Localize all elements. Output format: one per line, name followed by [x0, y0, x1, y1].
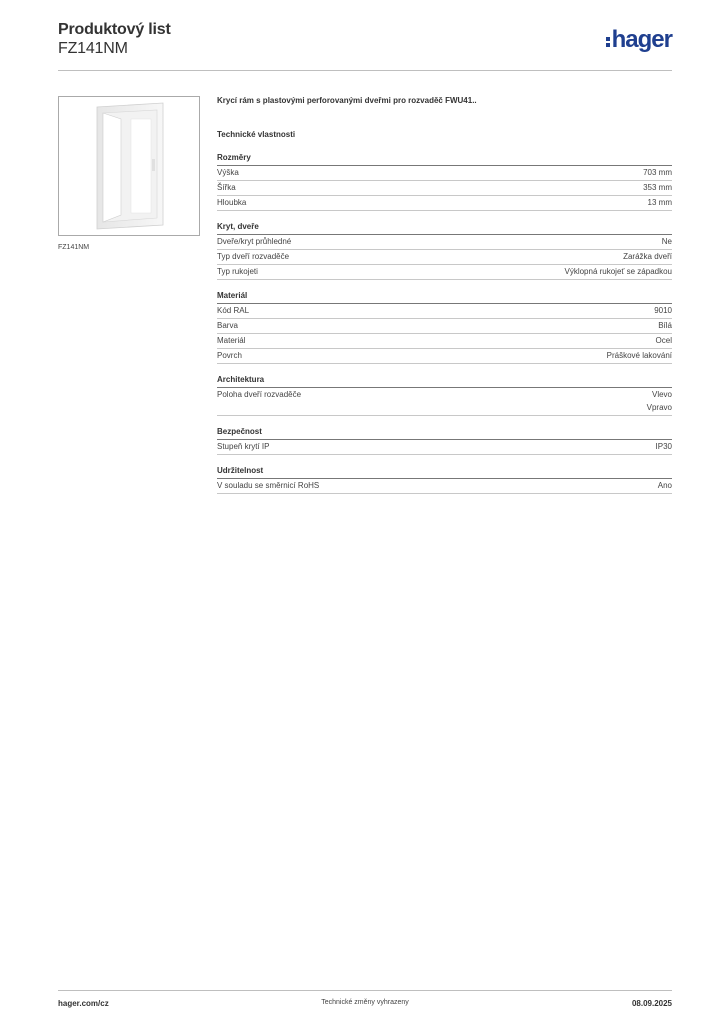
logo-dots-icon [606, 37, 610, 47]
row-value: 353 mm [643, 183, 672, 192]
row-label: Materiál [217, 336, 246, 345]
table-row [217, 479, 672, 494]
row-label: Povrch [217, 351, 242, 360]
row-value-line: Vlevo [651, 390, 672, 399]
row-label: Šířka [217, 183, 236, 192]
table-row [217, 319, 672, 334]
image-caption: FZ141NM [58, 244, 90, 251]
section-udrzitelnost [217, 465, 672, 494]
footer-note: Technické změny vyhrazeny [321, 999, 409, 1006]
row-value-line: Vpravo [646, 403, 672, 412]
row-label: Kód RAL [217, 306, 250, 315]
table-row [217, 388, 672, 416]
panel-door-product-image [59, 97, 199, 235]
row-value [647, 388, 672, 414]
product-details [217, 94, 672, 494]
table-row [217, 166, 672, 181]
row-label: Barva [217, 321, 238, 330]
table-row [217, 235, 672, 250]
page-footer [58, 990, 672, 1019]
section-rozmery [217, 152, 672, 211]
footer-date: 08.09.2025 [631, 999, 672, 1008]
table-row [217, 196, 672, 211]
table-row [217, 265, 672, 280]
row-value: Zarážka dveří [623, 252, 672, 261]
product-description: Krycí rám s plastovými perforovanými dveřmi pro rozvaděč FWU41.. [217, 96, 477, 105]
section-kryt-dvere [217, 221, 672, 280]
row-value: Práškové lakování [606, 351, 672, 360]
row-value: Ano [657, 481, 672, 490]
section-material [217, 290, 672, 364]
section-title: Udržitelnost [217, 465, 672, 479]
section-title: Rozměry [217, 152, 672, 166]
footer-website-link[interactable]: hager.com/cz [58, 999, 109, 1008]
row-label: Poloha dveří rozvaděče [217, 390, 302, 399]
row-label: Stupeň krytí IP [217, 442, 270, 451]
tech-heading: Technické vlastnosti [217, 130, 296, 139]
section-title: Kryt, dveře [217, 221, 672, 235]
row-label: V souladu se směrnicí RoHS [217, 481, 320, 490]
section-architektura [217, 374, 672, 416]
row-value: Bílá [658, 321, 672, 330]
table-row [217, 250, 672, 265]
page-header [58, 20, 672, 71]
section-title: Bezpečnost [217, 426, 672, 440]
table-row [217, 304, 672, 319]
product-image [58, 96, 200, 236]
table-row [217, 334, 672, 349]
page-title: Produktový list [58, 21, 171, 38]
section-title: Architektura [217, 374, 672, 388]
product-code: FZ141NM [58, 40, 128, 57]
logo-text: hager [611, 26, 672, 53]
section-bezpecnost [217, 426, 672, 455]
row-value: Ocel [655, 336, 672, 345]
row-value: Výklopná rukojeť se západkou [564, 267, 672, 276]
table-row [217, 440, 672, 455]
row-value: IP30 [655, 442, 672, 451]
row-label: Výška [217, 168, 239, 177]
row-label: Typ dveří rozvaděče [217, 252, 290, 261]
row-label: Hloubka [217, 198, 247, 207]
row-label: Typ rukojeti [217, 267, 258, 276]
table-row [217, 349, 672, 364]
row-value: Ne [661, 237, 672, 246]
row-label: Dveře/kryt průhledné [217, 237, 292, 246]
table-row [217, 181, 672, 196]
row-value: 703 mm [643, 168, 672, 177]
row-value: 9010 [654, 306, 672, 315]
hager-logo [606, 26, 672, 54]
row-value: 13 mm [647, 198, 672, 207]
section-title: Materiál [217, 290, 672, 304]
